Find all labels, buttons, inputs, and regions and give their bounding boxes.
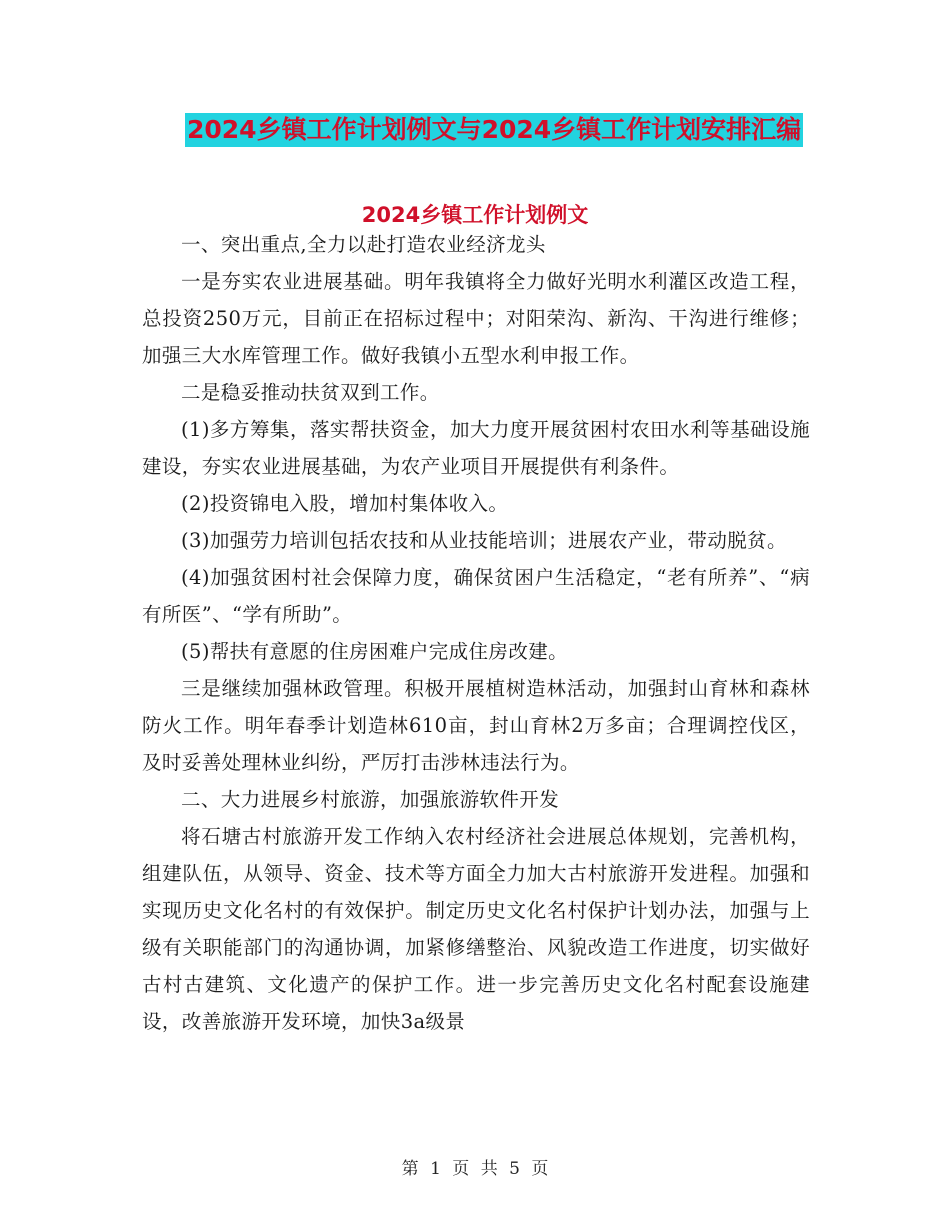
paragraph: 三是继续加强林政管理。积极开展植树造林活动，加强封山育林和森林防火工作。明年春季计划造林610亩，封山育林2万多亩；合理调控伐区，及时妥善处理林业纠纷，严厉打击涉林违法行为。 [142, 677, 810, 774]
paragraph: (1)多方筹集，落实帮扶资金，加大力度开展贫困村农田水利等基础设施建设，夯实农业进展基础，为农产业项目开展提供有利条件。 [142, 418, 810, 478]
paragraph: (5)帮扶有意愿的住房困难户完成住房改建。 [181, 640, 569, 663]
section-title: 2024乡镇工作计划例文 [361, 203, 589, 227]
paragraph: (3)加强劳力培训包括农技和从业技能培训；进展农产业，带动脱贫。 [181, 529, 787, 552]
paragraph: 二是稳妥推动扶贫双到工作。 [181, 381, 440, 404]
page-footer: 第 1 页 共 5 页 [401, 1159, 549, 1179]
paragraph: (2)投资锦电入股，增加村集体收入。 [181, 492, 509, 515]
document-body [142, 226, 810, 1040]
document-title: 2024乡镇工作计划例文与2024乡镇工作计划安排汇编 [185, 113, 803, 147]
paragraph: 二、大力进展乡村旅游，加强旅游软件开发 [181, 788, 560, 811]
paragraph: 一是夯实农业进展基础。明年我镇将全力做好光明水利灌区改造工程，总投资250万元，目前正在招标过程中；对阳荣沟、新沟、干沟进行维修；加强三大水库管理工作。做好我镇小五型水利申报工作。 [142, 270, 810, 367]
paragraph: (4)加强贫困村社会保障力度，确保贫困户生活稳定，“老有所养”、“病有所医”、“学有所助”。 [142, 566, 810, 626]
paragraph: 一、突出重点,全力以赴打造农业经济龙头 [181, 233, 546, 256]
paragraph: 将石塘古村旅游开发工作纳入农村经济社会进展总体规划，完善机构，组建队伍，从领导、资金、技术等方面全力加大古村旅游开发进程。加强和实现历史文化名村的有效保护。制定历史文化名村保护计划办法，加强与上级有关职能部门的沟通协调，加紧修缮整治、风貌改造工作进度，切实做好古村古建筑、文化遗产的保护工作。进一步完善历史文化名村配套设施建设，改善旅游开发环境，加快3a级景 [142, 825, 810, 1033]
